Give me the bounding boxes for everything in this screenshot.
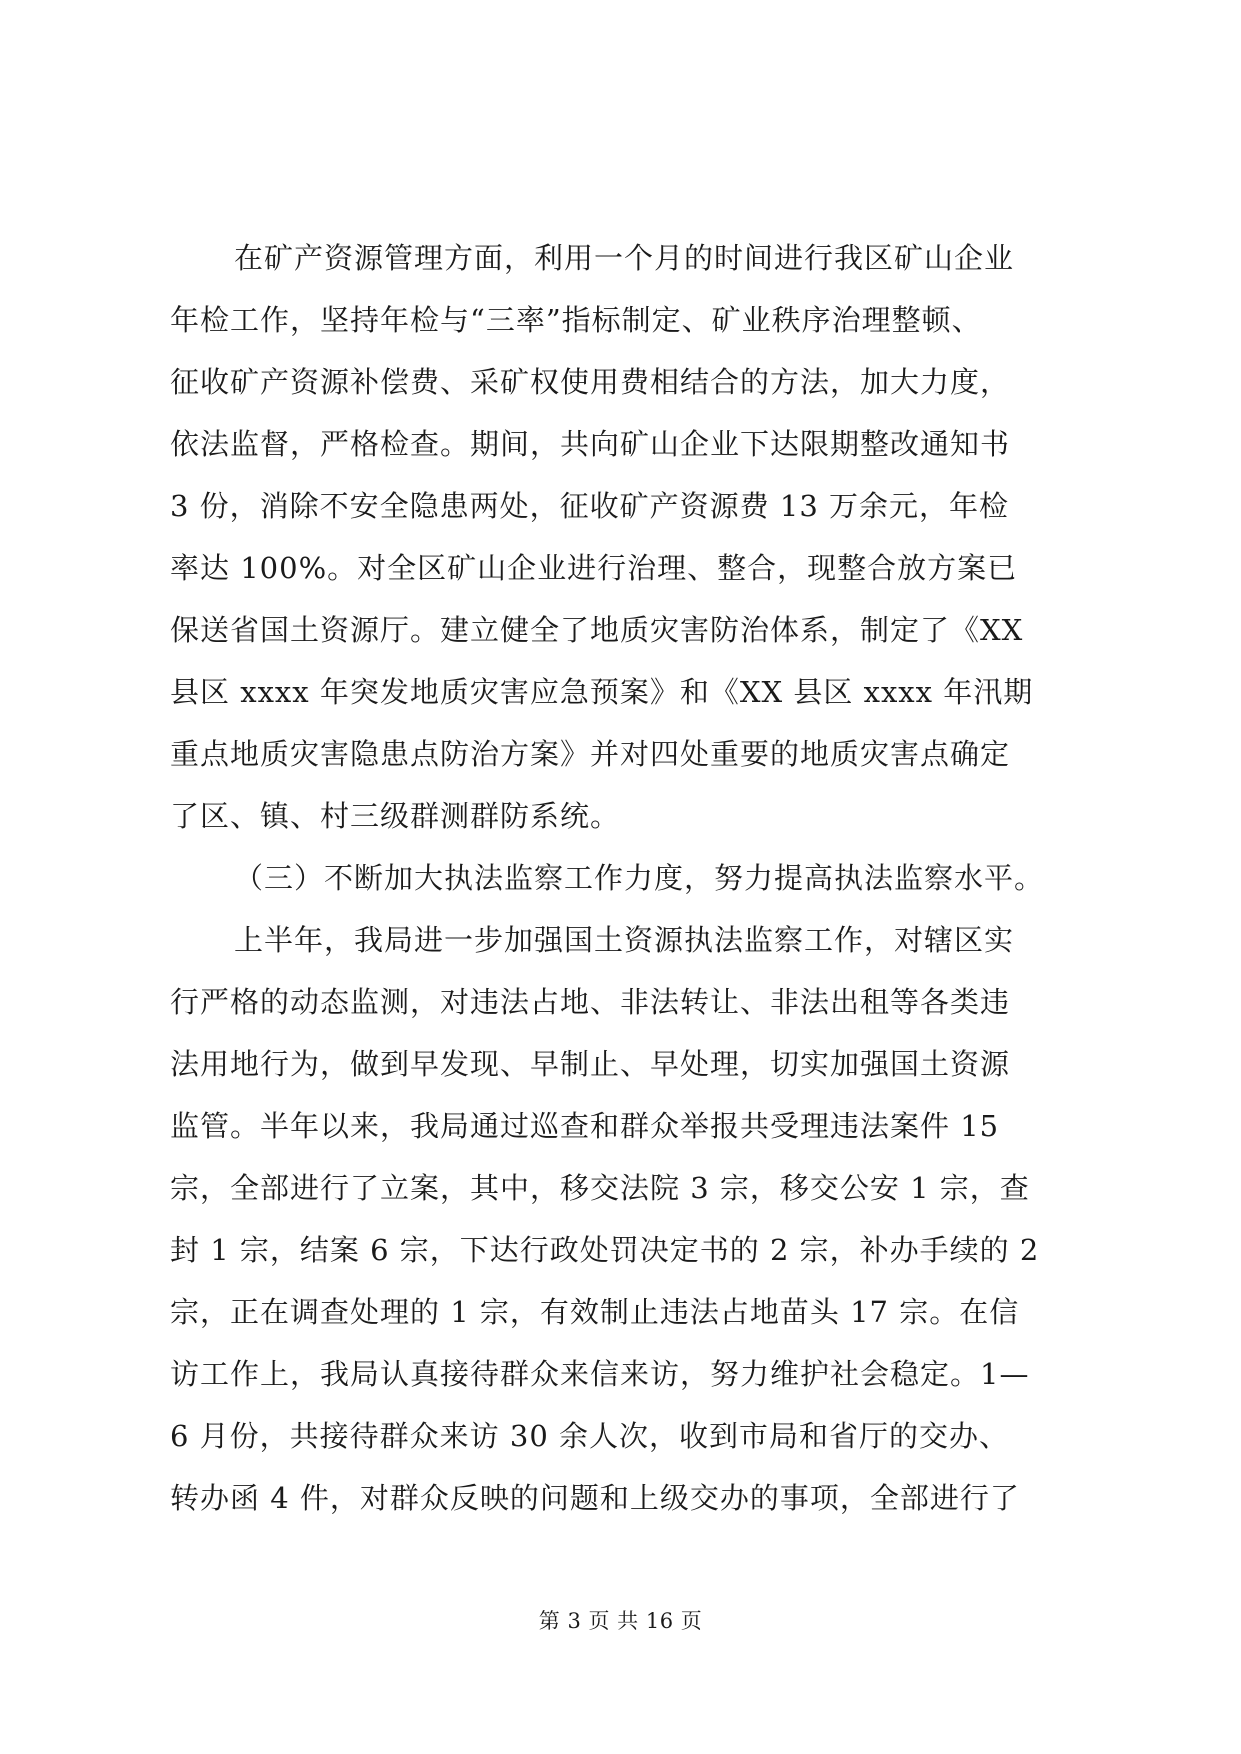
paragraph-line: 保送省国土资源厅。建立健全了地质灾害防治体系，制定了《XX [170,613,1024,647]
paragraph-line: 监管。半年以来，我局通过巡查和群众举报共受理违法案件 15 [170,1109,1000,1143]
paragraph-line: 转办函 4 件，对群众反映的问题和上级交办的事项，全部进行了 [170,1481,1020,1515]
paragraph-line: 依法监督，严格检查。期间，共向矿山企业下达限期整改通知书 [170,427,1011,461]
paragraph-line: 了区、镇、村三级群测群防系统。 [170,799,621,833]
paragraph-line: 6 月份，共接待群众来访 30 余人次，收到市局和省厅的交办、 [170,1419,1010,1453]
paragraph-line: 在矿产资源管理方面，利用一个月的时间进行我区矿山企业 [234,241,1015,275]
paragraph-line: 宗，全部进行了立案，其中，移交法院 3 宗，移交公安 1 宗，查 [170,1171,1030,1205]
paragraph-line: 访工作上，我局认真接待群众来信来访，努力维护社会稳定。1— [170,1357,1030,1391]
document-body [170,227,1090,1529]
paragraph-line: 法用地行为，做到早发现、早制止、早处理，切实加强国土资源 [170,1047,1011,1081]
paragraph-line: 上半年，我局进一步加强国土资源执法监察工作，对辖区实 [234,923,1015,957]
page-number-footer: 第 3 页 共 16 页 [538,1609,703,1633]
paragraph-line: 宗，正在调查处理的 1 宗，有效制止违法占地苗头 17 宗。在信 [170,1295,1020,1329]
paragraph-line: 年检工作，坚持年检与“三率”指标制定、矿业秩序治理整顿、 [170,303,982,337]
paragraph-line: 征收矿产资源补偿费、采矿权使用费相结合的方法，加大力度， [170,365,1011,399]
paragraph-line: 率达 100%。对全区矿山企业进行治理、整合，现整合放方案已 [170,551,1018,585]
paragraph-line: 行严格的动态监测，对违法占地、非法转让、非法出租等各类违 [170,985,1011,1019]
paragraph-line: 封 1 宗，结案 6 宗，下达行政处罚决定书的 2 宗，补办手续的 2 [170,1233,1040,1267]
paragraph-line: 县区 xxxx 年突发地质灾害应急预案》和《XX 县区 xxxx 年汛期 [170,675,1034,709]
paragraph-line: 重点地质灾害隐患点防治方案》并对四处重要的地质灾害点确定 [170,737,1011,771]
section-heading: （三）不断加大执法监察工作力度，努力提高执法监察水平。 [234,861,1045,895]
paragraph-line: 3 份，消除不安全隐患两处，征收矿产资源费 13 万余元，年检 [170,489,1010,523]
